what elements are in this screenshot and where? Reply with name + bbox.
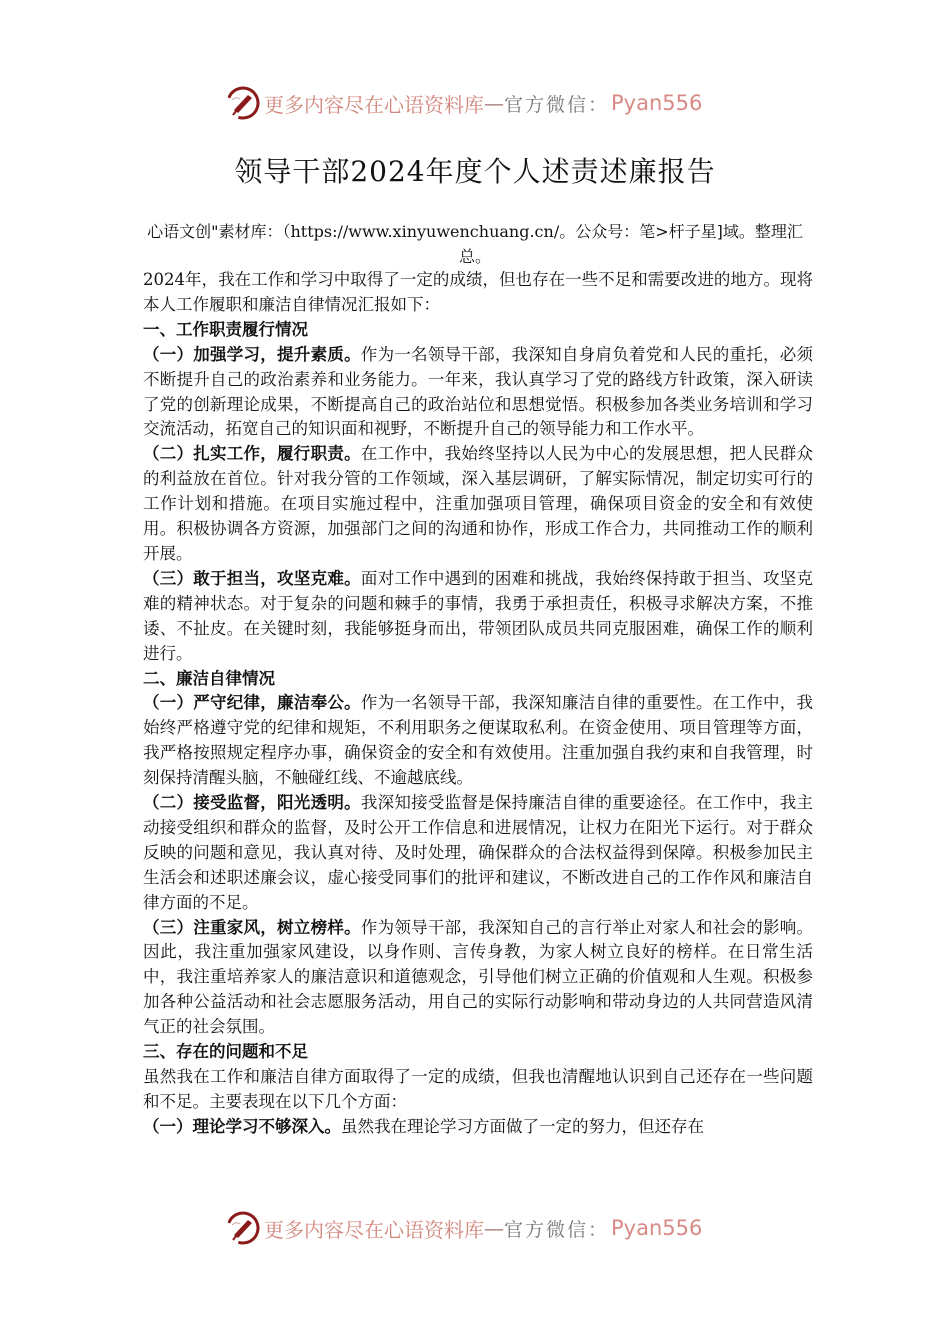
paragraph-text: 面对工作中遇到的困难和挑战，我始终保持敢于担当、攻坚克难的精神状态。对于复杂的问题和棘手的事情，我勇于承担责任，积极寻求解决方案，不推诿、不扯皮。在关键时刻，我能够挺身而出，带领团队成员共同克服困难，确保工作的顺利进行。 [143, 568, 814, 663]
document-body [143, 268, 813, 1140]
banner-wechat-id: Pyan556 [611, 91, 703, 115]
paragraph-lead: （二）扎实工作，履行职责。 [143, 444, 361, 464]
source-suffix: 。公众号：笔>杆子星]域。整理汇总。 [458, 222, 803, 266]
paragraph [143, 442, 813, 567]
section-intro: 虽然我在工作和廉洁自律方面取得了一定的成绩，但我也清醒地认识到自己还存在一些问题和不足。主要表现在以下几个方面： [143, 1067, 813, 1111]
banner-dash: — [484, 1216, 504, 1240]
source-line [140, 219, 810, 269]
paragraph-lead: （二）接受监督，阳光透明。 [143, 793, 361, 813]
paragraph-text: 作为领导干部，我深知自己的言行举止对家人和社会的影响。因此，我注重加强家风建设，以身作则、言传身教，为家人树立良好的榜样。在日常生活中，我注重培养家人的廉洁意识和道德观念，引导他们树立正确的价值观和人生观。积极参加各种公益活动和社会志愿服务活动，用自己的实际行动影响和带动身边的人共同营造风清气正的社会氛围。 [143, 917, 814, 1037]
paragraph-text: 我深知接受监督是保持廉洁自律的重要途径。在工作中，我主动接受组织和群众的监督，及时公开工作信息和进展情况，让权力在阳光下运行。对于群众反映的问题和意见，我认真对待、及时处理，确保群众的合法权益得到保障。积极参加民主生活会和述职述廉会议，虚心接受同事们的批评和建议，不断改进自己的工作作风和廉洁自律方面的不足。 [143, 793, 814, 912]
intro-paragraph: 2024年，我在工作和学习中取得了一定的成绩，但也存在一些不足和需要改进的地方。现将本人工作履职和廉洁自律情况汇报如下： [143, 270, 813, 314]
section-heading: 二、廉洁自律情况 [143, 668, 275, 688]
paragraph-text: 在工作中，我始终坚持以人民为中心的发展思想，把人民群众的利益放在首位。针对我分管的工作领域，深入基层调研，了解实际情况，制定切实可行的工作计划和措施。在项目实施过程中，注重加强项目管理，确保项目资金的安全和有效使用。积极协调各方资源，加强部门之间的沟通和协作，形成工作合力，共同推动工作的顺利开展。 [143, 444, 814, 563]
banner-dash: — [484, 91, 504, 115]
source-prefix: 心语文创"素材库： [147, 222, 283, 241]
quill-pen-circle-icon [226, 86, 260, 120]
footer-watermark-banner [226, 1208, 726, 1248]
paragraph-text: 作为一名领导干部，我深知廉洁自律的重要性。在工作中，我始终严格遵守党的纪律和规矩，不利用职务之便谋取私利。在资金使用、项目管理等方面，我严格按照规定程序办事，确保资金的安全和有效使用。注重加强自我约束和自我管理，时刻保持清醒头脑，不触碰红线、不逾越底线。 [143, 693, 814, 788]
section-heading: 一、工作职责履行情况 [143, 319, 308, 339]
paragraph [143, 343, 813, 443]
paragraph [143, 691, 813, 791]
paragraph [143, 567, 813, 667]
paragraph-text: 作为一名领导干部，我深知自身肩负着党和人民的重托，必须不断提升自己的政治素养和业务能力。一年来，我认真学习了党的路线方针政策，深入研读了党的创新理论成果，不断提高自己的政治站位和思想觉悟。积极参加各类业务培训和学习交流活动，拓宽自己的知识面和视野，不断提升自己的领导能力和工作水平。 [143, 344, 814, 439]
banner-wechat-label: 官方微信： [504, 93, 610, 116]
banner-wechat-id: Pyan556 [611, 1216, 703, 1240]
banner-main-text: 更多内容尽在心语资料库 [264, 1217, 484, 1242]
paragraph-lead: （一）理论学习不够深入。 [143, 1116, 341, 1136]
paragraph-lead: （一）严守纪律，廉洁奉公。 [143, 693, 361, 713]
paragraph [143, 916, 813, 1041]
paragraph [143, 1115, 813, 1140]
quill-pen-circle-icon [226, 1211, 260, 1245]
paragraph [143, 791, 813, 916]
document-title: 领导干部2024年度个人述责述廉报告 [234, 155, 716, 188]
paragraph-text: 虽然我在理论学习方面做了一定的努力，但还存在 [341, 1116, 704, 1136]
paragraph-lead: （一）加强学习，提升素质。 [143, 344, 361, 364]
section-heading: 三、存在的问题和不足 [143, 1042, 308, 1062]
banner-main-text: 更多内容尽在心语资料库 [264, 92, 484, 117]
paragraph-lead: （三）注重家风，树立榜样。 [143, 917, 361, 937]
banner-wechat-label: 官方微信： [504, 1218, 610, 1241]
source-url: （https://www.xinyuwenchuang.cn/ [282, 222, 560, 241]
header-watermark-banner [226, 83, 726, 123]
paragraph-lead: （三）敢于担当，攻坚克难。 [143, 568, 361, 588]
